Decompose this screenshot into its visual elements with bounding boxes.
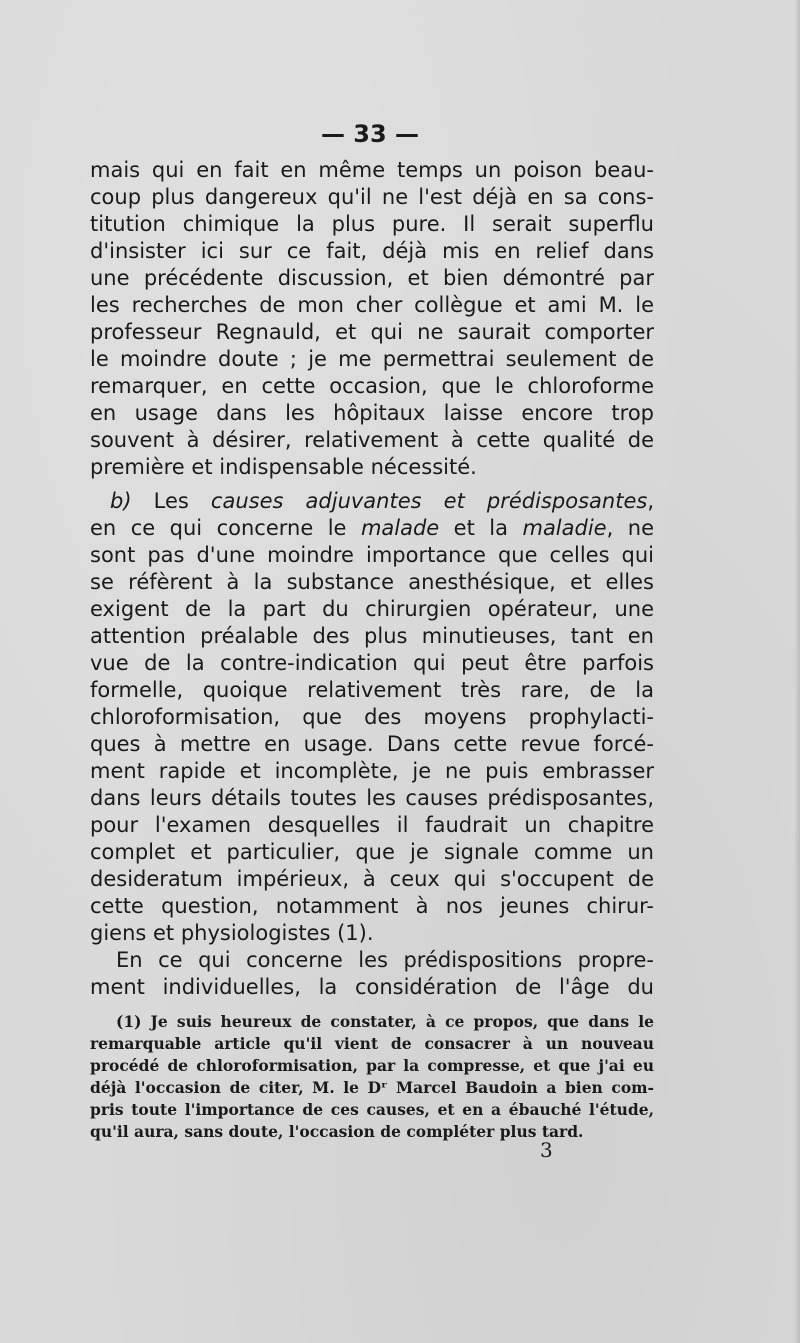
body-line: remarquer, en cette occasion, que le chloroforme: [90, 374, 654, 398]
footnote-line: pris toute l'importance de ces causes, et en a ébauché l'étude,: [90, 1100, 654, 1119]
body-line: pour l'examen desquelles il faudrait un chapitre: [90, 813, 654, 837]
para-b-first-line: [110, 486, 654, 516]
para-b-label: b): [110, 489, 132, 513]
body-line: une précédente discussion, et bien démontré par: [90, 266, 654, 290]
body-line: exigent de la part du chirurgien opérateur, une: [90, 597, 654, 621]
body-line: mais qui en fait en même temps un poison beau-: [90, 158, 654, 182]
signature-mark: 3: [540, 1138, 553, 1162]
body-line: chloroformisation, que des moyens prophylacti-: [90, 705, 654, 729]
body-line: professeur Regnauld, et qui ne saurait comporter: [90, 320, 654, 344]
para-b-text: ,: [647, 489, 654, 513]
body-line: coup plus dangereux qu'il ne l'est déjà en sa cons-: [90, 185, 654, 209]
body-line: cette question, notamment à nos jeunes chirur-: [90, 894, 654, 918]
para-b-text: , ne: [606, 516, 654, 540]
para-b-text: et la: [439, 516, 523, 540]
para-b-text: Les: [131, 489, 211, 513]
footnote-line: qu'il aura, sans doute, l'occasion de compléter plus tard.: [90, 1122, 584, 1141]
body-line: sont pas d'une moindre importance que celles qui: [90, 543, 654, 567]
body-line: titution chimique la plus pure. Il serait superflu: [90, 212, 654, 236]
body-line: complet et particulier, que je signale comme un: [90, 840, 654, 864]
body-line: se réfèrent à la substance anesthésique, et elles: [90, 570, 654, 594]
body-line: formelle, quoique relativement très rare, de la: [90, 678, 654, 702]
body-line: les recherches de mon cher collègue et ami M. le: [90, 293, 654, 317]
body-line: desideratum impérieux, à ceux qui s'occupent de: [90, 867, 654, 891]
footnote-line: procédé de chloroformisation, par la compresse, et que j'ai eu: [90, 1056, 654, 1075]
body-line: giens et physiologistes (1).: [90, 921, 374, 945]
body-line: vue de la contre-indication qui peut être parfois: [90, 651, 654, 675]
page-number: — 33 —: [320, 120, 420, 148]
footnote-line: remarquable article qu'il vient de consacrer à un nouveau: [90, 1034, 654, 1053]
para-b-second-line: [90, 513, 654, 543]
para-b-text: en ce qui concerne le: [90, 516, 361, 540]
para-b-italic-causes: causes adjuvantes et prédisposantes: [210, 489, 648, 513]
body-line: dans leurs détails toutes les causes prédisposantes,: [90, 786, 654, 810]
body-line: première et indispensable nécessité.: [90, 455, 477, 479]
body-line: souvent à désirer, relativement à cette qualité de: [90, 428, 654, 452]
body-line: ment individuelles, la considération de l'âge du: [90, 975, 654, 999]
body-line: En ce qui concerne les prédispositions propre-: [116, 948, 654, 972]
body-line: ment rapide et incomplète, je ne puis embrasser: [90, 759, 654, 783]
body-line: ques à mettre en usage. Dans cette revue forcé-: [90, 732, 654, 756]
para-b-italic-malade: malade: [360, 516, 440, 540]
body-line: en usage dans les hôpitaux laisse encore trop: [90, 401, 654, 425]
footnote-line: déjà l'occasion de citer, M. le Dʳ Marcel Baudoin a bien com-: [90, 1078, 654, 1097]
body-line: d'insister ici sur ce fait, déjà mis en relief dans: [90, 239, 654, 263]
body-line: le moindre doute ; je me permettrai seulement de: [90, 347, 654, 371]
footnote-line: (1) Je suis heureux de constater, à ce propos, que dans le: [116, 1012, 654, 1031]
para-b-italic-maladie: maladie: [522, 516, 607, 540]
body-line: attention préalable des plus minutieuses, tant en: [90, 624, 654, 648]
page-edge-shadow: [794, 0, 800, 1343]
